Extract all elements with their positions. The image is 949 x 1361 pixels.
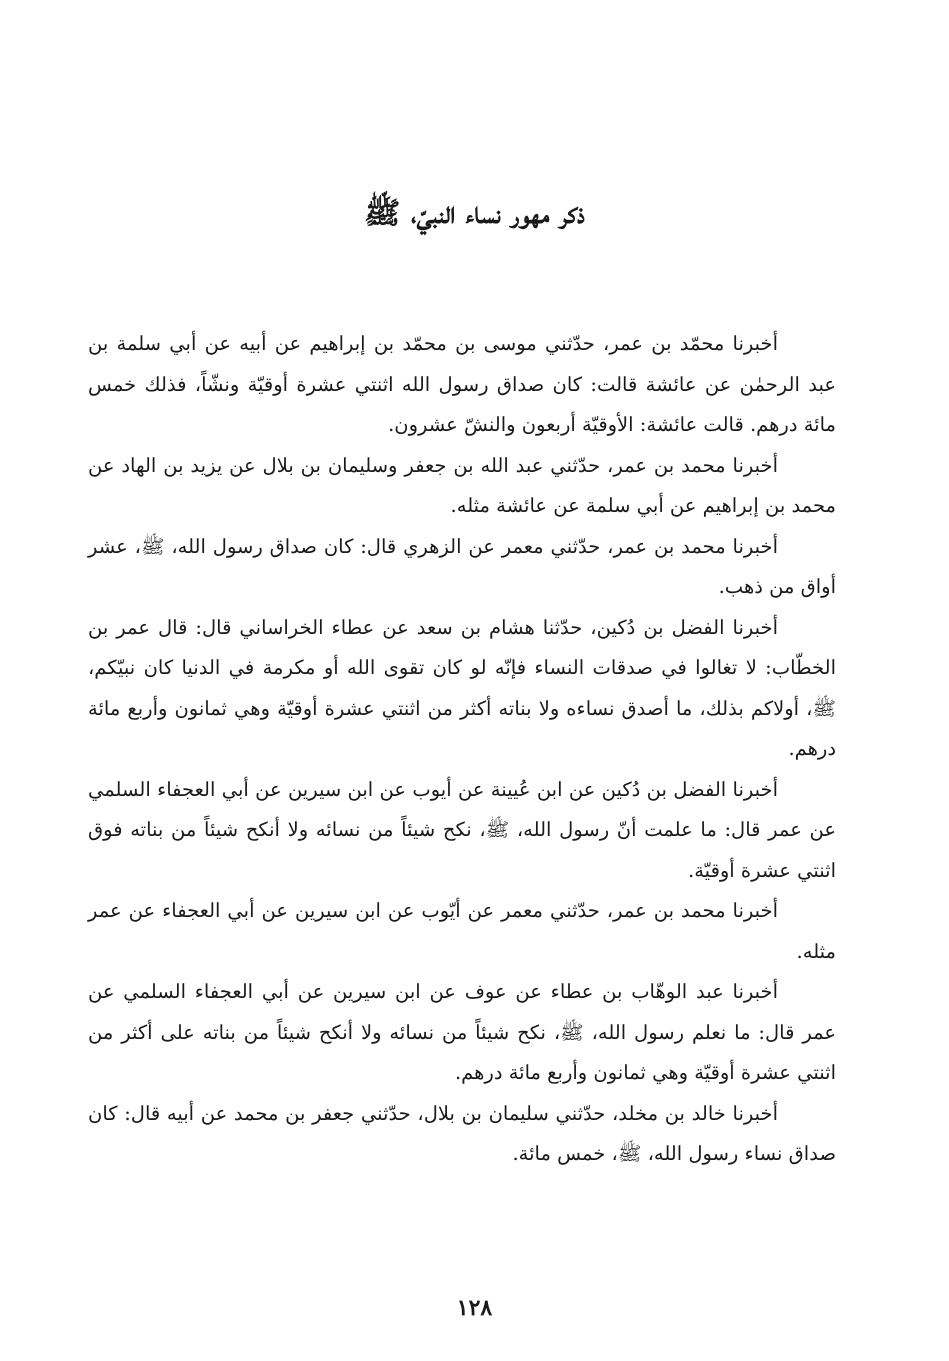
- paragraph: أخبرنا محمد بن عمر، حدّثني معمر عن الزهري قال: كان صداق رسول الله، ﷺ، عشر أواق من ذهب.: [88, 534, 836, 598]
- paragraph: أخبرنا محمّد بن عمر، حدّثني موسى بن محمّد بن إبراهيم عن أبيه عن أبي سلمة بن عبد الرحمٰن عن عائشة قالت: كان صداق رسول الله اثنتي عشرة أوقيّة ونشّاً، فذلك خمس مائة درهم. قالت عائشة: الأوقيّة أربعون والنشّ عشرون.: [88, 332, 836, 436]
- page-number: ١٢٨: [456, 1295, 493, 1321]
- paragraph: أخبرنا عبد الوهّاب بن عطاء عن عوف عن ابن سيرين عن أبي العجفاء السلمي عن عمر قال: ما نعلم رسول الله، ﷺ، نكح شيئاً من نسائه ولا أنكح شيئاً من بناته على أكثر من اثنتي عشرة أوقيّة وهي ثمانون وأربع مائة درهم.: [88, 980, 836, 1084]
- body-text: [88, 324, 836, 1175]
- chapter-title: ذكر مهور نساء النبيّ، ﷺ: [364, 196, 585, 231]
- paragraph: أخبرنا محمد بن عمر، حدّثني معمر عن أيّوب عن ابن سيرين عن أبي العجفاء عن عمر مثله.: [88, 899, 836, 963]
- paragraph: أخبرنا خالد بن مخلد، حدّثني سليمان بن بلال، حدّثني جعفر بن محمد عن أبيه قال: كان صداق نساء رسول الله، ﷺ، خمس مائة.: [88, 1101, 836, 1165]
- paragraph: أخبرنا محمد بن عمر، حدّثني عبد الله بن جعفر وسليمان بن بلال عن يزيد بن الهاد عن محمد بن إبراهيم عن أبي سلمة عن عائشة مثله.: [88, 453, 836, 517]
- paragraph: أخبرنا الفضل بن دُكين عن ابن عُيينة عن أيوب عن ابن سيرين عن أبي العجفاء السلمي عن عمر قال: ما علمت أنّ رسول الله، ﷺ، نكح شيئاً من نسائه ولا أنكح شيئاً من بناته فوق اثنتي عشرة أوقيّة.: [88, 777, 836, 882]
- paragraph: أخبرنا الفضل بن دُكين، حدّثنا هشام بن سعد عن عطاء الخراساني قال: قال عمر بن الخطّاب: لا تغالوا في صدقات النساء فإنّه لو كان تقوى الله أو مكرمة في الدنيا كان نبيّكم، ﷺ، أولاكم بذلك، ما أصدق نساءه ولا بناته أكثر من اثنتي عشرة أوقيّة وهي ثمانون وأربع مائة درهم.: [88, 615, 836, 760]
